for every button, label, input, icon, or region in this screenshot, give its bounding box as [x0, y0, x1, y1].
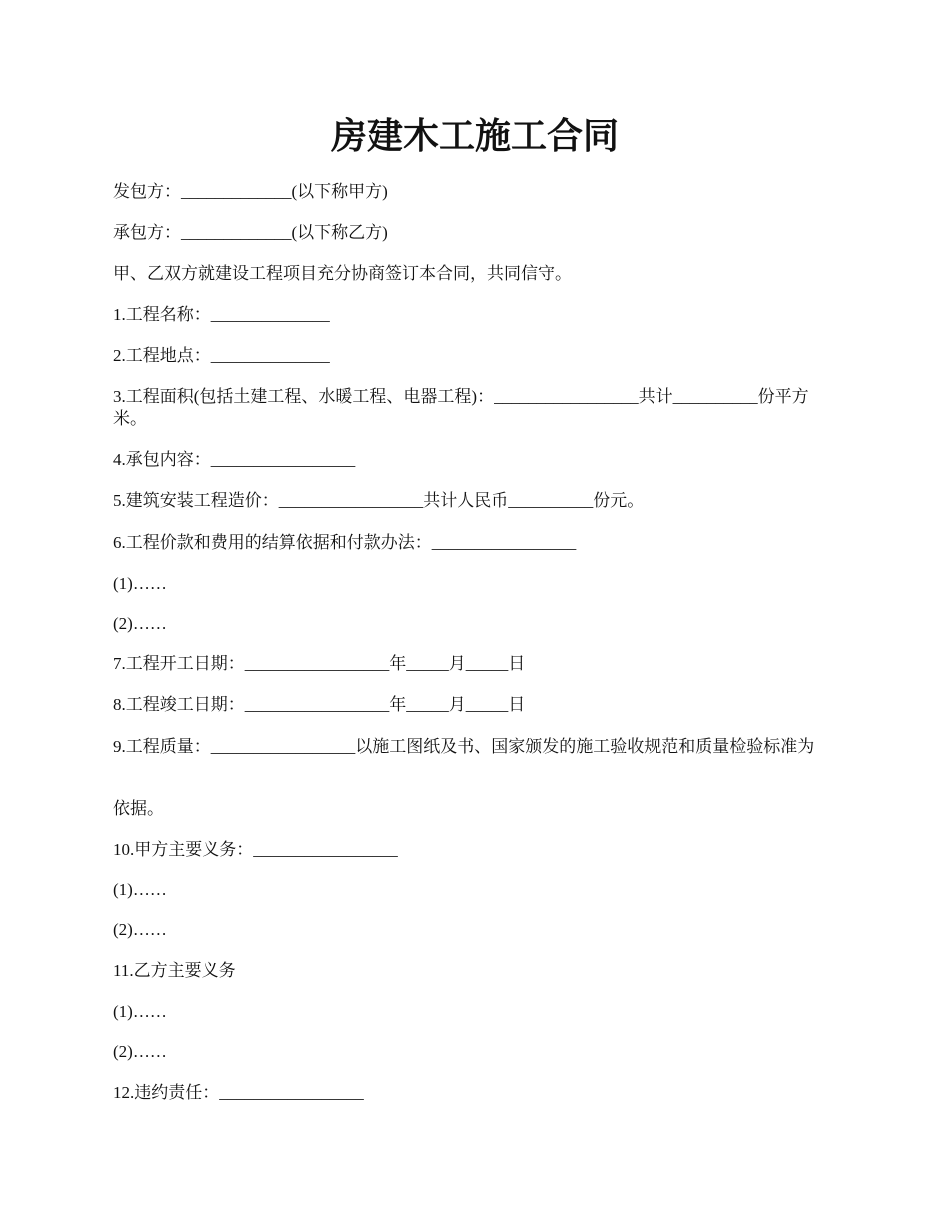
- list-item: (2)……: [113, 920, 167, 939]
- clause-project-area: 3.工程面积(包括土建工程、水暖工程、电器工程)：_________________共计__________份平方米。: [113, 387, 809, 428]
- clause-quality: 9.工程质量：_________________以施工图纸及书、国家颁发的施工验收规范和质量检验标准为: [113, 737, 815, 756]
- clause-start-date: 7.工程开工日期：_________________年_____月_____日: [113, 654, 526, 673]
- clause-payment-method: 6.工程价款和费用的结算依据和付款办法：_________________: [113, 533, 577, 552]
- clause-project-name: 1.工程名称：______________: [113, 305, 330, 324]
- list-item: (1)……: [113, 880, 167, 899]
- clause-quality-continued: 依据。: [113, 799, 164, 818]
- contract-title: 房建木工施工合同: [330, 116, 619, 156]
- clause-party-a-obligations: 10.甲方主要义务：_________________: [113, 840, 398, 859]
- clause-liability: 12.违约责任：_________________: [113, 1083, 364, 1102]
- clause-contract-scope: 4.承包内容：_________________: [113, 450, 356, 469]
- clause-completion-date: 8.工程竣工日期：_________________年_____月_____日: [113, 695, 526, 714]
- list-item: (2)……: [113, 614, 167, 633]
- list-item: (1)……: [113, 1002, 167, 1021]
- contractor-line: 承包方：_____________(以下称乙方): [113, 223, 388, 242]
- clause-construction-cost: 5.建筑安装工程造价：_________________共计人民币__________份元。: [113, 491, 645, 510]
- clause-project-location: 2.工程地点：______________: [113, 346, 330, 365]
- employer-line: 发包方：_____________(以下称甲方): [113, 182, 388, 201]
- list-item: (2)……: [113, 1042, 167, 1061]
- agreement-intro: 甲、乙双方就建设工程项目充分协商签订本合同，共同信守。: [113, 264, 572, 283]
- list-item: (1)……: [113, 574, 167, 593]
- clause-party-b-obligations: 11.乙方主要义务: [113, 961, 236, 980]
